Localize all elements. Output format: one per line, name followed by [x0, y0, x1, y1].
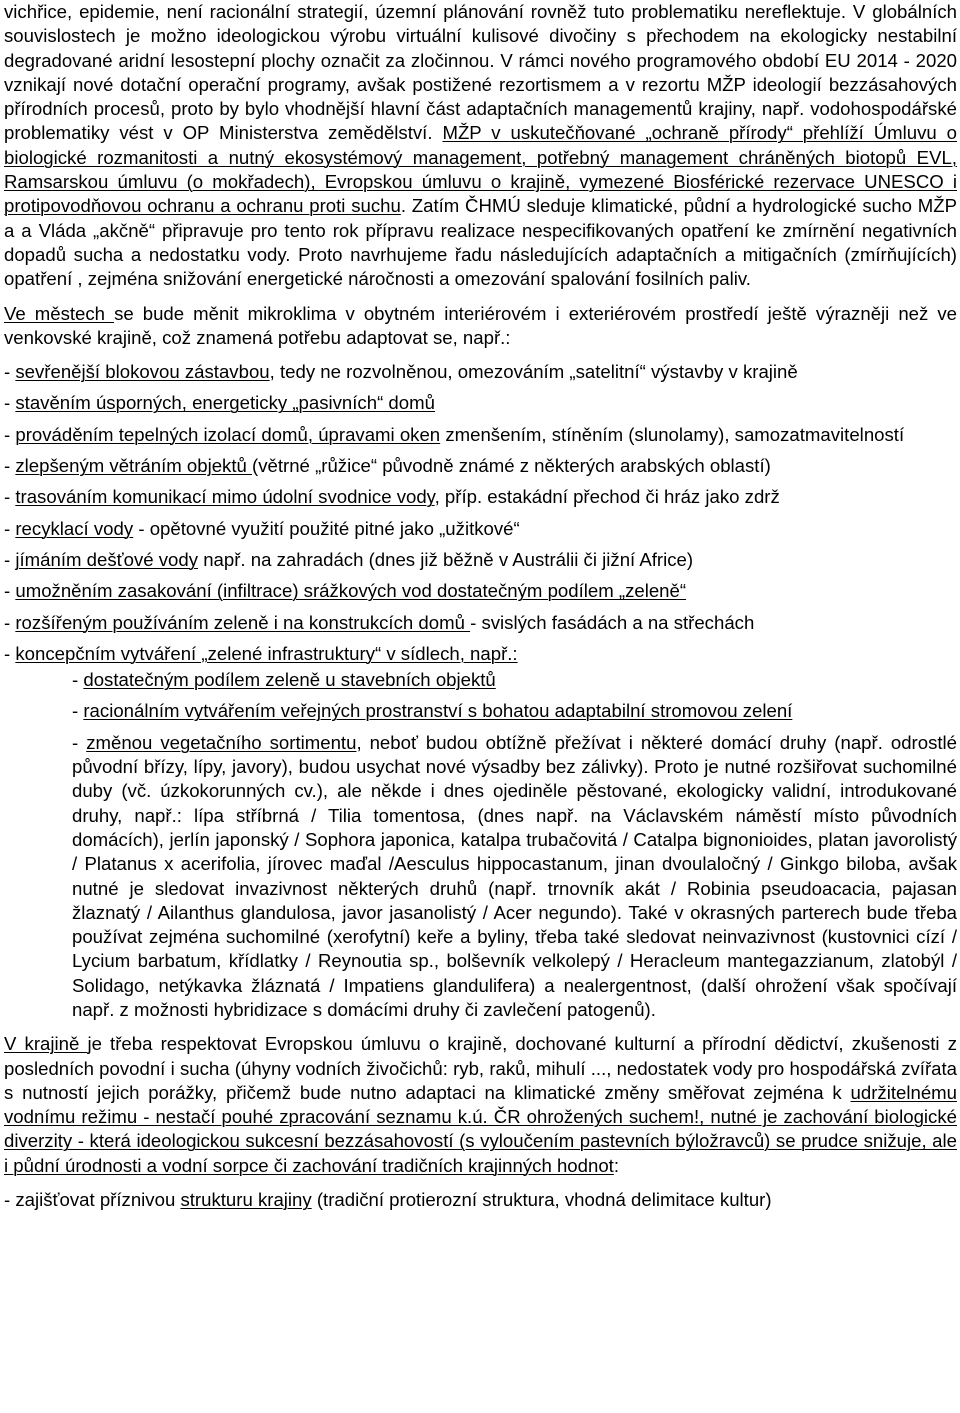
intro-text-b: . Zatím ČHMÚ sleduje klimatické, půdní a hydrologické sucho MŽP a a Vláda „akčně“ připravuje pro tento rok přípravu realizace nespecifikovaných opatření ke zmírnění negativních dopadů sucha a nedostatku vody. Proto navrhujeme řadu následujících adaptačních a mitigačních (zmírňujících) opatření , zejména snižování energetické náročnosti a omezování spalování fosilních paliv. [4, 195, 957, 290]
landscape-paragraph [4, 1032, 957, 1178]
list-item [4, 642, 957, 666]
list-item-underlined: prováděním tepelných izolací domů, úpravami oken [15, 423, 441, 445]
list-item [4, 423, 957, 447]
list-item-underlined: umožněním zasakování (infiltrace) srážkových vod dostatečným podílem „zeleně“ [15, 580, 687, 602]
list-item-underlined: stavěním úsporných, energeticky „pasivních“ domů [15, 392, 435, 414]
list-item-dash: - [4, 361, 16, 383]
list-item-underlined: racionálním vytvářením veřejných prostranství s bohatou adaptabilní stromovou zelení [83, 700, 793, 722]
cities-text: se bude měnit mikroklima v obytném interiérovém i exteriérovém prostředí ještě výrazněji než ve venkovské krajině, což znamená potřebu adaptovat se, např.: [4, 302, 957, 348]
landscape-text-a: je třeba respektovat Evropskou úmluvu o krajině, dochované kulturní a přírodní dědictví, zkušenosti z posledních povodní i sucha (úhyny vodních živočichů: ryb, raků, mihulí ..., nedostatek vody pro hospodářská zvířata s nutností jejich porážky, přičemž bude nutno adaptaci na klimatické změny směřovat zejména k [4, 1033, 957, 1103]
list-item [72, 668, 957, 692]
list-item-dash: - [4, 548, 16, 570]
intro-underlined-text: MŽP v uskutečňované „ochraně přírody“ přehlíží Úmluvu o biologické rozmanitosti a nutný ekosystémový management, potřebný management chráněných biotopů EVL, Ramsarskou úmluvu (o mokřadech), Evropskou úmluvu o krajině, vymezené Biosférické rezervace UNESCO i protipovodňovou ochranu a ochranu proti suchu [4, 122, 958, 217]
list-item-underlined: jímáním dešťové vody [15, 548, 199, 570]
document [4, 0, 957, 1212]
list-item-underlined: rozšířeným používáním zeleně i na konstrukcích domů [15, 611, 471, 633]
cities-list [4, 360, 957, 666]
landscape-list [4, 1188, 957, 1212]
landscape-underlined-text: udržitelnému vodnímu režimu - nestačí pouhé zpracování seznamu k.ú. ČR ohrožených suchem!, nutné je zachování biologické diverzity - která ideologickou sukcesní bezzásahovostí (s vyloučením pastevních býložravců) se prudce snižuje, ale i půdní úrodnosti a vodní sorpce či zachování tradičních krajinných hodnot [4, 1081, 957, 1176]
list-item-dash: - [4, 392, 16, 414]
list-item-underlined: trasováním komunikací mimo údolní svodnice vody [15, 486, 435, 508]
list-item [4, 360, 957, 384]
intro-text-a: vichřice, epidemie, není racionální strategií, územní plánování rovněž tuto problematiku nereflektuje. V globálních souvislostech je možno ideologickou výrobu virtuální kulisové divočiny s přechodem na ekologicky nestabilní degradované aridní lesostepní plochy označit za zločinnou. V rámci nového programového období EU 2014 - 2020 vznikají nové dotační operační programy, avšak postižené rezortismem a v rezortu MŽP ideologií bezzásahových přírodních procesů, proto by bylo vhodnější hlavní část adaptačních managementů krajiny, např. vodohospodářské problematiky vést v OP Ministerstva zemědělství. [4, 1, 957, 144]
list-item-dash: - [4, 455, 16, 477]
list-item-text: (tradiční protierozní struktura, vhodná delimitace kultur) [311, 1189, 772, 1211]
list-item-dash: - [4, 486, 16, 508]
list-item-underlined: sevřenější blokovou zástavbou [15, 361, 270, 383]
list-item-text: - opětovné využití použité pitné jako „užitkové“ [133, 517, 520, 539]
cities-heading: Ve městech [4, 302, 115, 324]
list-item-text: , neboť budou obtížně přežívat i některé domácí druhy (např. odrostlé původní břízy, lípy, javory), budou usychat nové výsadby bez zálivky). Proto je nutné rozšiřovat suchomilné duby (vč. úzkokorunných cv.), ale někde i dnes ojediněle pěstované, ekologicky validní, introdukované druhy, např.: lípa stříbrná / Tilia tomentosa, (dnes např. na Václavském náměstí místo původních domácích), jerlín japonský / Sophora japonica, katalpa trubačovitá / Catalpa bignonioides, platan javorolistý / Platanus x acerifolia, jírovec maďal /Aesculus hippocastanum, jinan dvoulaločný / Ginkgo biloba, avšak nutné je sledovat invazivnost některých druhů (např. trnovník akát / Robinia pseudoacacia, pajasan žlaznatý / Ailanthus glandulosa, javor jasanolistý / Acer negundo). Také v okrasných parterech bude třeba používat zejména suchomilné (xerofytní) keře a byliny, třeba také sledovat neinvazivnost (kustovnici cízí / Lycium barbatum, křídlatky / Reynoutia sp., bolševník velkolepý / Heracleum mantegazzianum, zlatobýl / Solidago, netýkavka žláznatá / Impatiens glandulifera) a nealergentnost, (další ohrožení však spočívají např. z možnosti hybridizace s domácími druhy či zavlečení patogenů). [72, 731, 958, 1020]
list-item-underlined: zlepšeným větráním objektů [15, 455, 253, 477]
list-item [72, 699, 957, 723]
list-item-dash: - zajišťovat příznivou [4, 1189, 181, 1211]
list-item-dash: - [4, 580, 16, 602]
list-item-underlined: změnou vegetačního sortimentu [86, 731, 357, 753]
landscape-text-b: : [613, 1154, 619, 1176]
landscape-heading: V krajině [4, 1033, 88, 1055]
list-item-text: (větrné „růžice“ původně známé z některých arabských oblastí) [252, 455, 771, 477]
list-item-underlined: koncepčním vytváření „zelené infrastruktury“ v sídlech, např.: [15, 642, 518, 664]
list-item [4, 454, 957, 478]
list-item-dash: - [4, 517, 16, 539]
list-item-dash: - [4, 611, 16, 633]
list-item-text: , příp. estakádní přechod či hráz jako zdrž [434, 486, 780, 508]
list-item-dash: - [4, 423, 16, 445]
list-item-text: - svislých fasádách a na střechách [470, 611, 755, 633]
list-item [4, 1188, 957, 1212]
cities-paragraph [4, 302, 957, 351]
cities-sublist [4, 668, 957, 1022]
list-item-text: , tedy ne rozvolněnou, omezováním „satelitní“ výstavby v krajině [269, 361, 798, 383]
list-item-text: zmenšením, stíněním (slunolamy), samozatmavitelností [440, 423, 905, 445]
list-item [4, 579, 957, 603]
list-item [4, 485, 957, 509]
list-item [4, 548, 957, 572]
list-item-dash: - [4, 642, 16, 664]
list-item [4, 391, 957, 415]
list-item [72, 731, 957, 1023]
list-item-dash: - [72, 669, 84, 691]
list-item-underlined: recyklací vody [15, 517, 134, 539]
list-item-text: např. na zahradách (dnes již běžně v Austrálii či jižní Africe) [198, 548, 694, 570]
list-item-dash: - [72, 700, 84, 722]
list-item-underlined: dostatečným podílem zeleně u stavebních objektů [83, 669, 496, 691]
list-item [4, 517, 957, 541]
list-item-dash: - [72, 731, 87, 753]
list-item [4, 611, 957, 635]
intro-paragraph [4, 0, 957, 292]
list-item-underlined: strukturu krajiny [180, 1189, 312, 1211]
